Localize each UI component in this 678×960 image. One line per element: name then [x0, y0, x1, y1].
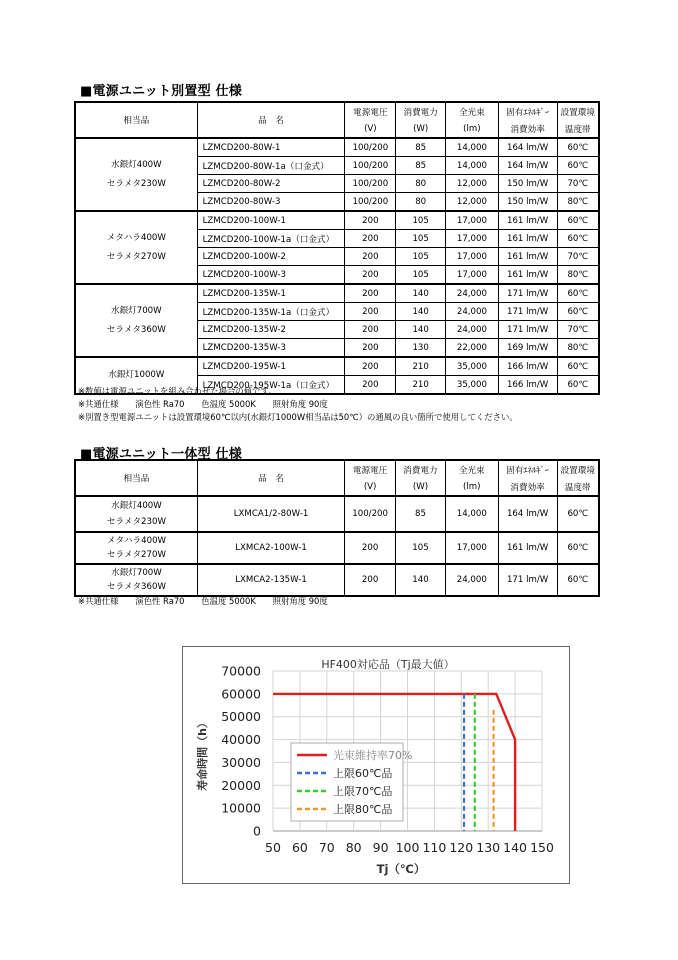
header-env: 設置環境	[557, 102, 599, 120]
flux-cell: 14,000	[446, 157, 499, 175]
chart-x-tick-label: 70	[318, 840, 335, 855]
model-cell: LZMCD200-195W-1a（口金式）	[197, 376, 345, 395]
power-cell: 105	[396, 532, 446, 564]
flux-cell: 35,000	[446, 357, 499, 376]
voltage-cell: 200	[345, 303, 396, 321]
chart-legend-label: 上限80℃品	[333, 803, 393, 816]
header-flux-unit: (lm)	[446, 120, 499, 138]
env-cell: 80℃	[557, 266, 599, 285]
header-power-unit: (W)	[396, 478, 446, 496]
chart-x-tick-label: 60	[291, 840, 308, 855]
table-row	[75, 357, 599, 376]
eff-cell: 171 lm/W	[498, 303, 557, 321]
table-row	[75, 284, 599, 303]
eff-cell: 166 lm/W	[498, 357, 557, 376]
env-cell: 70℃	[557, 248, 599, 266]
header-power: 消費電力	[396, 460, 446, 478]
equiv-cell: 水銀灯400W セラメタ230W	[75, 496, 197, 532]
header-eff: 固有ｴﾈﾙｷﾞｰ	[498, 460, 557, 478]
power-cell: 105	[396, 266, 446, 285]
env-cell: 60℃	[557, 138, 599, 157]
chart-y-tick-label: 0	[253, 823, 261, 839]
chart-x-tick-label: 110	[422, 840, 447, 855]
integrated-section-title: ■電源ユニット一体型 仕様	[80, 447, 242, 462]
eff-cell: 164 lm/W	[498, 496, 557, 532]
model-cell: LZMCD200-100W-1a（口金式）	[197, 230, 345, 248]
header-name: 品 名	[197, 102, 345, 138]
header-flux-unit: (lm)	[445, 478, 498, 496]
model-cell: LZMCD200-135W-1a（口金式）	[197, 303, 345, 321]
eff-cell: 161 lm/W	[498, 266, 557, 285]
equiv-cell: 水銀灯400W セラメタ230W	[75, 138, 197, 211]
model-cell: LZMCD200-80W-3	[197, 193, 345, 212]
env-cell: 60℃	[557, 564, 599, 596]
model-cell: LZMCD200-135W-1	[197, 284, 345, 303]
chart-x-tick-label: 80	[345, 840, 362, 855]
note-line: ※別置き型電源ユニットは設置環境60℃以内(水銀灯1000W相当品は50℃）の通風の良い箇所で使用してください。	[78, 412, 518, 422]
flux-cell: 14,000	[446, 138, 499, 157]
env-cell: 60℃	[557, 496, 599, 532]
header-eff: 固有ｴﾈﾙｷﾞｰ	[498, 102, 557, 120]
voltage-cell: 100/200	[345, 193, 396, 212]
model-cell: LZMCD200-195W-1	[197, 357, 345, 376]
model-cell: LZMCD200-100W-2	[197, 248, 345, 266]
table-row	[75, 138, 599, 157]
power-cell: 105	[396, 211, 446, 230]
separate-spec-table	[74, 101, 600, 395]
flux-cell: 17,000	[446, 230, 499, 248]
voltage-cell: 200	[345, 339, 396, 358]
eff-cell: 169 lm/W	[498, 339, 557, 358]
chart-x-tick-label: 130	[476, 840, 501, 855]
voltage-cell: 200	[345, 266, 396, 285]
power-cell: 140	[396, 564, 446, 596]
lifetime-chart	[182, 646, 570, 884]
flux-cell: 24,000	[446, 284, 499, 303]
eff-cell: 161 lm/W	[498, 248, 557, 266]
power-cell: 85	[396, 496, 446, 532]
header-voltage: 電源電圧	[345, 102, 396, 120]
equiv-cell: メタハラ400W セラメタ270W	[75, 532, 197, 564]
chart-x-tick-label: 150	[530, 840, 554, 855]
header-power: 消費電力	[396, 102, 446, 120]
header-row-top	[75, 102, 599, 120]
integrated-spec-table	[74, 459, 600, 597]
header-voltage-unit: (V)	[345, 478, 396, 496]
chart-legend	[291, 743, 412, 821]
flux-cell: 17,000	[445, 532, 498, 564]
voltage-cell: 200	[345, 211, 396, 230]
chart-x-tick-label: 50	[265, 840, 281, 855]
chart-legend-label: 上限60℃品	[333, 767, 393, 780]
chart-x-tick-label: 140	[503, 840, 528, 855]
voltage-cell: 200	[345, 376, 396, 395]
power-cell: 105	[396, 248, 446, 266]
separate-section-title: ■電源ユニット別置型 仕様	[80, 84, 242, 99]
eff-cell: 171 lm/W	[498, 284, 557, 303]
equiv-cell: 水銀灯1000W	[75, 357, 197, 394]
chart-title: HF400対応品（Tj最大値）	[321, 658, 455, 671]
model-cell: LXMCA1/2-80W-1	[197, 496, 344, 532]
eff-cell: 164 lm/W	[498, 138, 557, 157]
lifetime-chart-svg	[183, 647, 569, 883]
env-cell: 80℃	[557, 193, 599, 212]
flux-cell: 17,000	[446, 266, 499, 285]
voltage-cell: 100/200	[345, 138, 396, 157]
voltage-cell: 200	[345, 532, 396, 564]
flux-cell: 12,000	[446, 193, 499, 212]
header-flux: 全光束	[446, 102, 499, 120]
header-voltage-unit: (V)	[345, 120, 396, 138]
model-cell: LZMCD200-135W-3	[197, 339, 345, 358]
header-equiv: 相当品	[75, 102, 197, 138]
chart-x-tick-label: 120	[449, 840, 474, 855]
header-env-sub: 温度帯	[557, 120, 599, 138]
env-cell: 70℃	[557, 321, 599, 339]
eff-cell: 171 lm/W	[498, 564, 557, 596]
power-cell: 140	[396, 284, 446, 303]
flux-cell: 17,000	[446, 248, 499, 266]
voltage-cell: 200	[345, 230, 396, 248]
power-cell: 210	[396, 376, 446, 395]
eff-cell: 150 lm/W	[498, 193, 557, 212]
env-cell: 60℃	[557, 532, 599, 564]
flux-cell: 12,000	[446, 175, 499, 193]
integrated-note: ※共通仕様 演色性 Ra70 色温度 5000K 照射角度 90度	[78, 596, 328, 606]
chart-y-tick-label: 40000	[221, 732, 261, 748]
power-cell: 85	[396, 138, 446, 157]
note-line: ※共通仕様 演色性 Ra70 色温度 5000K 照射角度 90度	[78, 399, 328, 409]
voltage-cell: 200	[345, 564, 396, 596]
model-cell: LZMCD200-80W-1	[197, 138, 345, 157]
eff-cell: 171 lm/W	[498, 321, 557, 339]
flux-cell: 22,000	[446, 339, 499, 358]
env-cell: 60℃	[557, 211, 599, 230]
table-row	[75, 532, 599, 564]
power-cell: 80	[396, 193, 446, 212]
flux-cell: 17,000	[446, 211, 499, 230]
voltage-cell: 200	[345, 321, 396, 339]
power-cell: 80	[396, 175, 446, 193]
chart-y-axis-label: 寿命時間（h）	[196, 717, 209, 791]
header-name: 品 名	[197, 460, 344, 496]
chart-x-tick-label: 100	[395, 840, 420, 855]
chart-y-tick-label: 10000	[221, 800, 261, 816]
eff-cell: 164 lm/W	[498, 157, 557, 175]
flux-cell: 35,000	[446, 376, 499, 395]
chart-y-tick-label: 30000	[221, 754, 261, 770]
separate-notes	[78, 385, 518, 424]
chart-y-tick-label: 20000	[221, 777, 261, 793]
env-cell: 60℃	[557, 357, 599, 376]
table-row	[75, 211, 599, 230]
note-line: ※数値は電源ユニットを組み合わせた場合の値です。	[78, 386, 277, 396]
chart-x-tick-label: 90	[372, 840, 389, 855]
power-cell: 210	[396, 357, 446, 376]
voltage-cell: 100/200	[345, 175, 396, 193]
header-eff-sub: 消費効率	[498, 120, 557, 138]
voltage-cell: 200	[345, 284, 396, 303]
power-cell: 140	[396, 303, 446, 321]
flux-cell: 24,000	[446, 321, 499, 339]
env-cell: 60℃	[557, 303, 599, 321]
header-equiv: 相当品	[75, 460, 197, 496]
model-cell: LZMCD200-135W-2	[197, 321, 345, 339]
chart-x-axis-label: Tj（℃）	[376, 862, 426, 876]
flux-cell: 24,000	[445, 564, 498, 596]
env-cell: 70℃	[557, 175, 599, 193]
power-cell: 85	[396, 157, 446, 175]
power-cell: 140	[396, 321, 446, 339]
model-cell: LXMCA2-135W-1	[197, 564, 344, 596]
table-row	[75, 564, 599, 596]
voltage-cell: 200	[345, 248, 396, 266]
eff-cell: 150 lm/W	[498, 175, 557, 193]
header-voltage: 電源電圧	[345, 460, 396, 478]
env-cell: 80℃	[557, 339, 599, 358]
equiv-cell: メタハラ400W セラメタ270W	[75, 211, 197, 284]
header-flux: 全光束	[445, 460, 498, 478]
model-cell: LZMCD200-80W-2	[197, 175, 345, 193]
header-env-sub: 温度帯	[557, 478, 599, 496]
chart-legend-label: 上限70℃品	[333, 785, 393, 798]
equiv-cell: 水銀灯700W セラメタ360W	[75, 564, 197, 596]
header-eff-sub: 消費効率	[498, 478, 557, 496]
eff-cell: 161 lm/W	[498, 532, 557, 564]
model-cell: LXMCA2-100W-1	[197, 532, 344, 564]
table-row	[75, 496, 599, 532]
header-power-unit: (W)	[396, 120, 446, 138]
flux-cell: 24,000	[446, 303, 499, 321]
voltage-cell: 200	[345, 357, 396, 376]
env-cell: 60℃	[557, 376, 599, 395]
header-row-top	[75, 460, 599, 478]
header-env: 設置環境	[557, 460, 599, 478]
model-cell: LZMCD200-80W-1a（口金式）	[197, 157, 345, 175]
eff-cell: 161 lm/W	[498, 211, 557, 230]
equiv-cell: 水銀灯700W セラメタ360W	[75, 284, 197, 357]
eff-cell: 161 lm/W	[498, 230, 557, 248]
model-cell: LZMCD200-100W-3	[197, 266, 345, 285]
env-cell: 60℃	[557, 230, 599, 248]
env-cell: 60℃	[557, 157, 599, 175]
power-cell: 105	[396, 230, 446, 248]
flux-cell: 14,000	[445, 496, 498, 532]
power-cell: 130	[396, 339, 446, 358]
chart-y-tick-label: 70000	[221, 663, 261, 679]
env-cell: 60℃	[557, 284, 599, 303]
voltage-cell: 100/200	[345, 157, 396, 175]
chart-y-tick-label: 60000	[221, 686, 261, 702]
chart-legend-label: 光束維持率70%	[333, 749, 413, 762]
voltage-cell: 100/200	[345, 496, 396, 532]
chart-y-tick-label: 50000	[221, 709, 261, 725]
eff-cell: 166 lm/W	[498, 376, 557, 395]
model-cell: LZMCD200-100W-1	[197, 211, 345, 230]
